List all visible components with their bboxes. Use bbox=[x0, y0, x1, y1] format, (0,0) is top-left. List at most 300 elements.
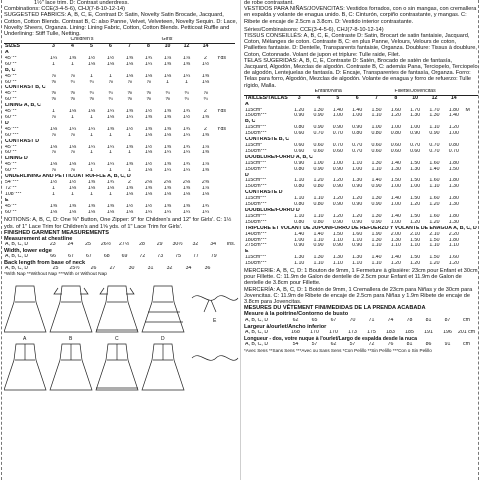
section-title: LINING D bbox=[5, 156, 28, 162]
yardage-cell: 1.00 bbox=[410, 125, 421, 131]
yardage-cell: 1 bbox=[90, 73, 93, 79]
yardage-cell: 1.30 bbox=[410, 113, 421, 119]
yardage-cell: 1⅞ bbox=[201, 185, 210, 191]
column-divider bbox=[240, 0, 241, 480]
unit-cell: M bbox=[465, 107, 470, 113]
yardage-cell: 1 bbox=[90, 132, 93, 138]
label-a: A bbox=[23, 335, 27, 342]
yardage-cell: 1.20 bbox=[429, 202, 440, 208]
yardage-cell: 0.60 bbox=[313, 148, 324, 154]
yardage-cell: 1⅛ bbox=[49, 144, 58, 150]
measure-cell: 28 bbox=[139, 242, 145, 248]
yardage-cell: 0.80 bbox=[294, 202, 305, 208]
yardage-cell: ⅝ bbox=[51, 91, 56, 97]
yardage-cell: 0.70 bbox=[429, 148, 440, 154]
yardage-cell: 1 bbox=[185, 79, 188, 85]
measure-cell: 91 bbox=[444, 341, 451, 347]
section-title: A bbox=[5, 50, 9, 56]
fabric-width: 54"*** bbox=[5, 179, 19, 185]
yardage-cell: 1⅛ bbox=[106, 115, 115, 120]
yardage-cell: 1⅞ bbox=[201, 144, 210, 150]
yardage-cell: 1.70 bbox=[410, 107, 421, 113]
yardage-cell: 1⅜ bbox=[49, 203, 58, 209]
fabric-width: 275cm*** bbox=[245, 243, 267, 249]
size-cell: 7 bbox=[375, 95, 378, 101]
yardage-cell: 1¼ bbox=[182, 150, 191, 156]
yardage-cell: 1⅛ bbox=[125, 73, 134, 79]
measure-label: A, B, C, D bbox=[245, 317, 269, 323]
measure-cell: 72 bbox=[368, 341, 375, 347]
yardage-cell: 1 bbox=[90, 168, 93, 174]
yardage-cell: 1¾ bbox=[182, 109, 191, 115]
measure-cell: 170 bbox=[329, 329, 338, 335]
yardage-cell: 0.90 bbox=[371, 184, 382, 190]
fabric-width: 150cm*** bbox=[245, 219, 267, 225]
yardage-cell: 2⅜ bbox=[201, 179, 210, 185]
yardage-cell: 0.90 bbox=[371, 219, 382, 225]
yardage-cell: ¾ bbox=[108, 97, 113, 103]
yardage-cell: 1⅜ bbox=[163, 61, 172, 67]
yardage-cell: 1.40 bbox=[332, 107, 343, 113]
unit-cell: Yds bbox=[217, 126, 226, 132]
yardage-cell: 1⅞ bbox=[201, 162, 210, 168]
yardage-cell: 1.20 bbox=[429, 219, 440, 225]
series-combinaisons: Séries/Combinaisons: CCE(3-4-5-6), CHJ(7-8-10-12-14) bbox=[244, 26, 384, 33]
size-cell: 6 bbox=[109, 43, 112, 50]
yardage-cell: 1 bbox=[71, 115, 74, 120]
section-title: CONTRASTE B, C bbox=[245, 137, 290, 143]
yardage-cell: 1⅜ bbox=[125, 162, 134, 168]
yardage-cell: ⅞ bbox=[51, 150, 56, 156]
yardage-cell: 1.10 bbox=[294, 178, 305, 184]
yardage-cell: 1¼ bbox=[182, 132, 191, 138]
size-cell: 7 bbox=[128, 43, 131, 50]
yardage-cell: 1.50 bbox=[410, 255, 421, 261]
measure-cell: 70 bbox=[349, 317, 356, 323]
yardage-cell: 1⅛ bbox=[163, 132, 172, 138]
measure-cell: Ins. bbox=[226, 242, 236, 248]
yardage-cell: 1.50 bbox=[410, 178, 421, 184]
fabric-width: 60"** bbox=[5, 79, 17, 85]
yardage-cell: 2⅛ bbox=[144, 179, 153, 185]
yardage-cell: 0.90 bbox=[352, 202, 363, 208]
fabric-width: 115cm* bbox=[245, 107, 263, 113]
yardage-table bbox=[4, 37, 235, 215]
fabric-width: 115cm*** bbox=[245, 125, 267, 131]
yardage-cell: 1¼ bbox=[87, 162, 96, 168]
yardage-cell: 1⅜ bbox=[106, 203, 115, 209]
yardage-cell: 1.30 bbox=[410, 166, 421, 172]
size-cell: 3 bbox=[52, 43, 55, 50]
yardage-cell: 1.00 bbox=[410, 184, 421, 190]
yardage-cell: 1.70 bbox=[429, 107, 440, 113]
section-title: CONTRAST D bbox=[5, 138, 40, 144]
label-c: C bbox=[115, 335, 119, 342]
yardage-cell: 0.90 bbox=[352, 184, 363, 190]
back-length-label: Back length from base of neck bbox=[4, 260, 86, 267]
yardage-cell: 1.40 bbox=[313, 231, 324, 237]
fabric-width: 150cm*** bbox=[245, 166, 267, 172]
yardage-cell: ⅞ bbox=[51, 168, 56, 174]
yardage-cell: 1½ bbox=[125, 126, 134, 132]
yardage-cell: 0.90 bbox=[332, 166, 343, 172]
yardage-cell: 0.80 bbox=[294, 219, 305, 225]
measure-cell: 30½ bbox=[172, 242, 183, 248]
yardage-cell: 1.60 bbox=[429, 196, 440, 202]
fillette-header: Fillette/Jovencitas bbox=[394, 88, 436, 94]
section-title: DOUBLURE/FORRO A, B, C bbox=[245, 154, 313, 160]
measure-cell: 31 bbox=[147, 266, 154, 272]
yardage-cell: 1 bbox=[52, 185, 55, 191]
description-tail-fr: de robe contrastant. bbox=[244, 0, 294, 6]
yardage-cell: 1.60 bbox=[429, 213, 440, 219]
yardage-cell: 1⅛ bbox=[49, 209, 58, 215]
girls-header: Girls' bbox=[161, 37, 174, 43]
measure-label: A, B, C, D bbox=[5, 254, 29, 260]
sens-footnote: *Avec Sens **Sans Sens ***Avec ou Sans Sens *Con Pelillo **Sin Pelillo ***Con o Sin Pelillo bbox=[244, 347, 432, 353]
yardage-cell: 2⅛ bbox=[182, 179, 191, 185]
yardage-cell: 0.80 bbox=[448, 143, 459, 148]
section-title: CONTRASTE D bbox=[245, 190, 283, 196]
yardage-cell: 1⅛ bbox=[144, 168, 153, 174]
yardage-cell: 1.60 bbox=[448, 255, 459, 261]
yardage-cell: 0.60 bbox=[332, 148, 343, 154]
measure-cell: 54 bbox=[292, 341, 299, 347]
yardage-cell: 0.70 bbox=[352, 143, 363, 148]
yardage-cell: 1.10 bbox=[332, 261, 343, 267]
yardage-cell: 1.10 bbox=[429, 125, 440, 131]
size-cell: 10 bbox=[164, 43, 171, 50]
size-cell: 8 bbox=[147, 43, 150, 50]
yardage-cell: 0.70 bbox=[448, 148, 459, 154]
label-e: E bbox=[213, 317, 217, 324]
yardage-cell: 1¾ bbox=[201, 203, 210, 209]
section-title: DOUBLURE/FORRO D bbox=[245, 207, 300, 213]
fabric-width: 45"** bbox=[5, 144, 17, 150]
yardage-cell: 1.00 bbox=[390, 184, 401, 190]
yardage-cell: 1.50 bbox=[410, 160, 421, 166]
vestidos-description: VESTIDOS PARA NIÑAS/JOVENCITAS: Vestidos forrados, con o sin mangas, con cremallera en espalda y volante de enagua unido. B, C: Cinturón, corpiño contrastante, y mangas. C: Ribete de encaje de 2.5cm a 3.8cm. D: Vestido interior contrastante. bbox=[244, 6, 477, 25]
fabric-width: 45"** bbox=[5, 203, 17, 209]
measure-cell: 78 bbox=[406, 317, 413, 323]
yardage-cell: 1 bbox=[52, 61, 55, 67]
size-cell: 14 bbox=[450, 95, 457, 101]
yardage-cell: 1 bbox=[90, 191, 93, 197]
yardage-cell: ¾ bbox=[70, 79, 75, 85]
yardage-cell: 1.20 bbox=[410, 261, 421, 267]
yardage-cell: 1⅜ bbox=[201, 132, 210, 138]
yardage-cell: 1⅛ bbox=[125, 209, 134, 215]
finished-measurements-title: FINISHED GARMENT MEASUREMENTS bbox=[4, 229, 110, 236]
yardage-cell: 1⅝ bbox=[163, 185, 172, 191]
yardage-cell: 1¼ bbox=[87, 126, 96, 132]
size-cell: 12 bbox=[431, 95, 438, 101]
yardage-cell: 1¼ bbox=[163, 168, 172, 174]
yardage-cell: 1.00 bbox=[390, 202, 401, 208]
yardage-cell: 0.80 bbox=[313, 219, 324, 225]
yardage-cell: 1½ bbox=[68, 179, 77, 185]
yardage-cell: 0.70 bbox=[429, 143, 440, 148]
yardage-cell: 1⅝ bbox=[163, 109, 172, 115]
yardage-cell: 1.30 bbox=[371, 237, 382, 243]
measure-cell: 74 bbox=[387, 317, 394, 323]
yardage-cell: 0.90 bbox=[332, 184, 343, 190]
yardage-cell: 1 bbox=[109, 168, 112, 174]
yardage-cell: 1.30 bbox=[429, 113, 440, 119]
measure-cell: 65 bbox=[311, 317, 318, 323]
measure-cell: 25 bbox=[52, 266, 59, 272]
yardage-cell: 1¼ bbox=[163, 209, 172, 215]
yardage-cell: ¾ bbox=[89, 79, 94, 85]
section-title: D bbox=[245, 172, 249, 178]
yardage-cell: ⅝ bbox=[51, 97, 56, 103]
yardage-cell: 0.80 bbox=[294, 184, 305, 190]
measure-cell: 62 bbox=[292, 317, 299, 323]
measure-cell: cm bbox=[463, 341, 470, 347]
yardage-cell: 0.90 bbox=[410, 131, 421, 137]
yardage-cell: 1⅛ bbox=[68, 209, 77, 215]
measure-cell: 32 bbox=[166, 266, 173, 272]
yardage-cell: 1.30 bbox=[448, 219, 459, 225]
measure-cell: 67 bbox=[68, 254, 74, 260]
yardage-cell: 1.40 bbox=[390, 196, 401, 202]
yardage-cell: 1¼ bbox=[68, 126, 77, 132]
yardage-cell: 1.40 bbox=[390, 213, 401, 219]
measure-cell: 26½ bbox=[100, 242, 111, 248]
yardage-cell: 1¼ bbox=[144, 209, 153, 215]
yardage-cell: 1.50 bbox=[371, 107, 382, 113]
fabric-width: 45"*** bbox=[5, 126, 19, 132]
yardage-cell: 1⅛ bbox=[87, 61, 96, 67]
yardage-cell: 1½ bbox=[144, 203, 153, 209]
yardage-cell: 1⅜ bbox=[125, 109, 134, 115]
yardage-cell: 1.10 bbox=[313, 196, 324, 202]
measure-cell: 196 bbox=[443, 329, 452, 335]
yardage-cell: 1 bbox=[90, 115, 93, 120]
fabric-width: 150cm*** bbox=[245, 113, 267, 119]
fabric-width: 60"** bbox=[5, 209, 17, 215]
fabric-width: 60"** bbox=[5, 168, 17, 174]
yardage-cell: 1.50 bbox=[410, 237, 421, 243]
measure-cell: 30 bbox=[128, 266, 135, 272]
dress-front-a bbox=[4, 286, 46, 332]
yardage-cell: 1.30 bbox=[332, 255, 343, 261]
yardage-cell: 0.90 bbox=[429, 131, 440, 137]
yardage-cell: ⅞ bbox=[70, 73, 75, 79]
yardage-cell: 1¼ bbox=[106, 109, 115, 115]
yardage-cell: 1⅛ bbox=[201, 191, 210, 197]
yardage-cell: 1 bbox=[109, 191, 112, 197]
measure-cell: 29 bbox=[156, 242, 163, 248]
section-title: A bbox=[245, 101, 249, 107]
measure-cell: 170 bbox=[310, 329, 319, 335]
yardage-cell: 0.60 bbox=[371, 143, 382, 148]
yardage-cell: 1.10 bbox=[313, 261, 324, 267]
yardage-cell: 1.00 bbox=[371, 125, 382, 131]
yardage-cell: 1.20 bbox=[313, 178, 324, 184]
yardage-cell: 1.40 bbox=[448, 113, 459, 119]
measure-cell: 25½ bbox=[69, 266, 80, 272]
measure-cell: 81 bbox=[406, 341, 413, 347]
unit-cell bbox=[215, 210, 235, 216]
yardage-cell: 1.80 bbox=[448, 196, 459, 202]
size-cell: 14 bbox=[202, 43, 209, 50]
yardage-cell: 2⅛ bbox=[163, 179, 172, 185]
fabric-width: 115cm*** bbox=[245, 213, 267, 219]
yardage-cell: 1.10 bbox=[371, 261, 382, 267]
yardage-cell: 2.00 bbox=[390, 231, 401, 237]
yardage-cell: 0.60 bbox=[410, 148, 421, 154]
yardage-cell: 1½ bbox=[144, 162, 153, 168]
yardage-cell: 1.20 bbox=[410, 202, 421, 208]
yardage-cell: 1.20 bbox=[390, 261, 401, 267]
yardage-cell: 1.30 bbox=[448, 184, 459, 190]
yardage-cell: ⅞ bbox=[70, 132, 75, 138]
fabric-width: 150cm*** bbox=[245, 184, 267, 190]
yardage-cell: 1.10 bbox=[313, 213, 324, 219]
measure-cell: 66 bbox=[50, 254, 57, 260]
yardage-cell: 1½ bbox=[87, 55, 96, 61]
yardage-cell: 1¼ bbox=[163, 150, 172, 156]
fabric-width: 60"** bbox=[5, 97, 17, 103]
section-title: TRIPLURE ET VOLANT DE JUPON/FORRO DE REFUERZO Y VOLANTE DE ENAGUA A, B, C, D bbox=[245, 225, 477, 231]
measure-cell: 191 bbox=[424, 329, 433, 335]
yardage-cell: 0.90 bbox=[332, 219, 343, 225]
yardage-cell: 1⅛ bbox=[163, 191, 172, 197]
yardage-cell: 1.60 bbox=[352, 231, 363, 237]
longueur-label: Longueur - dos, votre nuque à l'ourlet/Largo de espalda desde la nuca bbox=[244, 335, 418, 342]
measure-cell: 173 bbox=[348, 329, 357, 335]
childrens-header: Children's bbox=[70, 37, 94, 43]
yardage-cell: 1⅝ bbox=[201, 115, 210, 120]
measure-cell: 201 cm bbox=[458, 329, 476, 335]
yardage-cell: 1⅛ bbox=[68, 185, 77, 191]
yardage-cell: 1.10 bbox=[352, 237, 363, 243]
measure-cell: 185 bbox=[405, 329, 414, 335]
fabric-width: 108"*** bbox=[5, 191, 22, 197]
fabric-width: 45"** bbox=[5, 55, 17, 61]
yardage-cell: 1⅜ bbox=[125, 144, 134, 150]
yardage-cell: 1⅝ bbox=[163, 144, 172, 150]
yardage-cell: 1.60 bbox=[390, 107, 401, 113]
yardage-cell: 1⅜ bbox=[163, 115, 172, 120]
yardage-cell: 1 bbox=[109, 132, 112, 138]
yardage-cell: 1.30 bbox=[448, 202, 459, 208]
measure-cell: 57 bbox=[349, 341, 356, 347]
yardage-cell: 1.20 bbox=[410, 219, 421, 225]
yardage-cell: 1¼ bbox=[125, 115, 134, 120]
yardage-cell: 1.20 bbox=[448, 125, 459, 131]
yardage-cell: ⅞ bbox=[70, 150, 75, 156]
sizes-label: SIZES bbox=[5, 43, 20, 50]
sizes-label: TAILLES/TALLAS bbox=[245, 95, 288, 101]
yardage-cell: 1.80 bbox=[448, 237, 459, 243]
yardage-cell: 1.40 bbox=[390, 160, 401, 166]
fabric-width: 115cm* bbox=[245, 143, 263, 148]
yardage-cell: 1 bbox=[166, 79, 169, 85]
yardage-cell: ⅞ bbox=[146, 79, 151, 85]
size-cell: 6 bbox=[355, 95, 359, 101]
yardage-row bbox=[4, 210, 235, 216]
nap-footnote: *With Nap **Without Nap ***With or Without Nap bbox=[4, 272, 107, 278]
yardage-cell: ⅝ bbox=[51, 79, 56, 85]
yardage-cell: 1.50 bbox=[390, 178, 401, 184]
measure-cell: 79 bbox=[210, 254, 217, 260]
yardage-cell: 1⅛ bbox=[87, 185, 96, 191]
yardage-cell: 0.70 bbox=[332, 131, 343, 137]
yardage-cell: 1.40 bbox=[352, 107, 363, 113]
yardage-cell: 1.30 bbox=[371, 160, 382, 166]
fabric-width: 60"** bbox=[5, 115, 17, 120]
yardage-cell: 0.90 bbox=[332, 202, 343, 208]
yardage-cell: 1.10 bbox=[294, 261, 305, 267]
yardage-cell: 1.10 bbox=[448, 243, 459, 249]
enfant-header: Enfant/Niña bbox=[314, 88, 342, 94]
fabric-width: 45"** bbox=[5, 109, 17, 115]
yardage-cell: 0.90 bbox=[313, 125, 324, 131]
technical-drawings bbox=[4, 282, 240, 402]
measure-cell: 34 bbox=[185, 266, 192, 272]
yardage-cell: 0.70 bbox=[352, 148, 363, 154]
fabric-width: 115cm*** bbox=[245, 160, 267, 166]
yardage-cell: 1⅛ bbox=[125, 191, 134, 197]
section-title: D bbox=[5, 120, 9, 126]
yardage-cell: 1.20 bbox=[429, 261, 440, 267]
english-column bbox=[4, 0, 240, 480]
yardage-cell: 1¼ bbox=[144, 61, 153, 67]
fabric-width: 60"*** bbox=[5, 132, 19, 138]
yardage-cell: ⅞ bbox=[127, 79, 132, 85]
yardage-cell: ⅝ bbox=[146, 91, 151, 97]
yardage-cell: ¾ bbox=[108, 91, 113, 97]
yardage-cell: 1.00 bbox=[332, 160, 343, 166]
yardage-cell: 1⅜ bbox=[182, 61, 191, 67]
yardage-cell: ⅞ bbox=[51, 132, 56, 138]
yardage-cell: 1.30 bbox=[390, 237, 401, 243]
yardage-cell: 1.80 bbox=[448, 178, 459, 184]
fabric-width: 115cm*** bbox=[245, 178, 267, 184]
section-title: E bbox=[5, 197, 9, 203]
yardage-cell: ⅞ bbox=[51, 73, 56, 79]
fabric-width: 60"** bbox=[5, 150, 17, 156]
yardage-cell: 1⅛ bbox=[49, 162, 58, 168]
dress-front-d bbox=[142, 286, 184, 332]
measure-cell: 71 bbox=[368, 317, 375, 323]
yardage-cell: 1.40 bbox=[294, 231, 305, 237]
yardage-cell: 0.90 bbox=[313, 166, 324, 172]
section-title: CONTRAST B, C bbox=[5, 85, 46, 91]
yardage-cell: 0.80 bbox=[313, 184, 324, 190]
yardage-cell: 1 bbox=[128, 150, 131, 156]
measure-cell: 62 bbox=[330, 341, 337, 347]
unit-cell: Yds bbox=[217, 109, 226, 115]
yardage-cell: 1.10 bbox=[429, 184, 440, 190]
yardage-cell: 1⅝ bbox=[163, 203, 172, 209]
yardage-cell: 0.60 bbox=[294, 131, 305, 137]
yardage-cell: 0.90 bbox=[352, 243, 363, 249]
yardage-cell: 1⅛ bbox=[68, 162, 77, 168]
dress-back-b bbox=[50, 344, 92, 390]
tissus-conseilles: TISSUS CONSEILLÉS: A, B, C, E, Contraste D: Satin, Brocart de satin fantaisie, Jacquard, Coton, Mélanges de coton. Contraste B, C: en plus Panne, Velours, Velours de coton, Paillettes fantaisie. D: Dentelle, Transparents fantaisie, Organza. Doublure: Tissus à doublure, Coton, Cotonnade. Volant de jupon et triplure: Tulle raide, Filet. bbox=[244, 33, 477, 58]
measure-cell: 27½ bbox=[119, 242, 130, 248]
yardage-cell: 0.70 bbox=[410, 143, 421, 148]
suggested-fabrics: SUGGESTED FABRICS: A, B, C, E, Contrast D: Satin, Novelty Satin Brocade, Jacquard, Cotton, Cotton Blends. Contrast B, C: also Panne, Velvet, Velveteen, Novelty Sequin. D: Lace, Novelty Sheers, Organza. Lining: Lining Fabric, Cotton, Cotton Blends. Petticoat Ruffle and Underlining: Stiff Tulle, Netting. bbox=[4, 12, 238, 38]
fabric-width: 150cm*** bbox=[245, 148, 267, 154]
yardage-cell: 0.80 bbox=[390, 131, 401, 137]
measure-cell: 87 bbox=[444, 317, 451, 323]
yardage-cell: 1 bbox=[128, 168, 131, 174]
measure-cell: 72 bbox=[139, 254, 146, 260]
